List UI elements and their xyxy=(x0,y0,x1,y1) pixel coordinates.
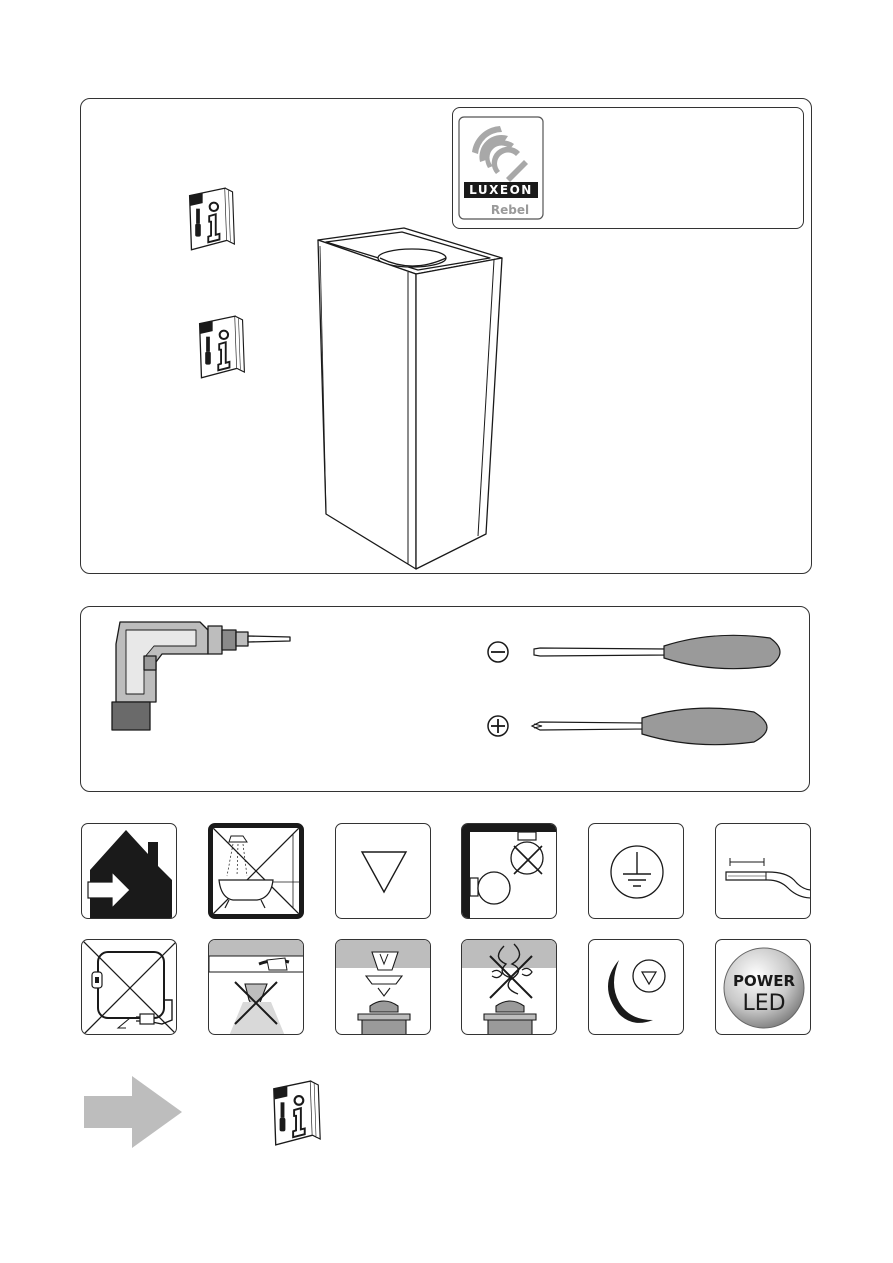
class-triangle-icon xyxy=(335,823,431,919)
luxeon-logo xyxy=(458,116,544,220)
no-ceiling-mount-icon xyxy=(461,823,557,919)
wire-strip-icon xyxy=(715,823,811,919)
earth-ground-icon xyxy=(588,823,684,919)
info-manual-icon xyxy=(184,178,240,258)
no-bathroom-icon xyxy=(208,823,304,919)
phillips-screwdriver-icon xyxy=(484,704,784,750)
drill-icon xyxy=(104,614,296,736)
wall-lamp-drawing xyxy=(312,224,508,574)
no-plug-connection-icon xyxy=(81,939,177,1035)
info-manual-icon xyxy=(268,1072,326,1152)
luxeon-product-text: Rebel xyxy=(490,203,530,217)
power-led-icon xyxy=(715,939,811,1035)
dimmable-icon xyxy=(588,939,684,1035)
power-led-line2: LED xyxy=(742,991,786,1016)
no-damaged-mount-icon xyxy=(461,939,557,1035)
luxeon-brand-text: LUXEON xyxy=(469,183,533,197)
indoor-use-icon xyxy=(81,823,177,919)
info-manual-icon xyxy=(194,300,250,392)
power-led-line1: POWER xyxy=(732,972,796,990)
flat-screwdriver-icon xyxy=(484,630,792,674)
no-cable-over-lamp-icon xyxy=(208,939,304,1035)
ceiling-mount-icon xyxy=(335,939,431,1035)
next-step-arrow-icon xyxy=(82,1074,184,1150)
